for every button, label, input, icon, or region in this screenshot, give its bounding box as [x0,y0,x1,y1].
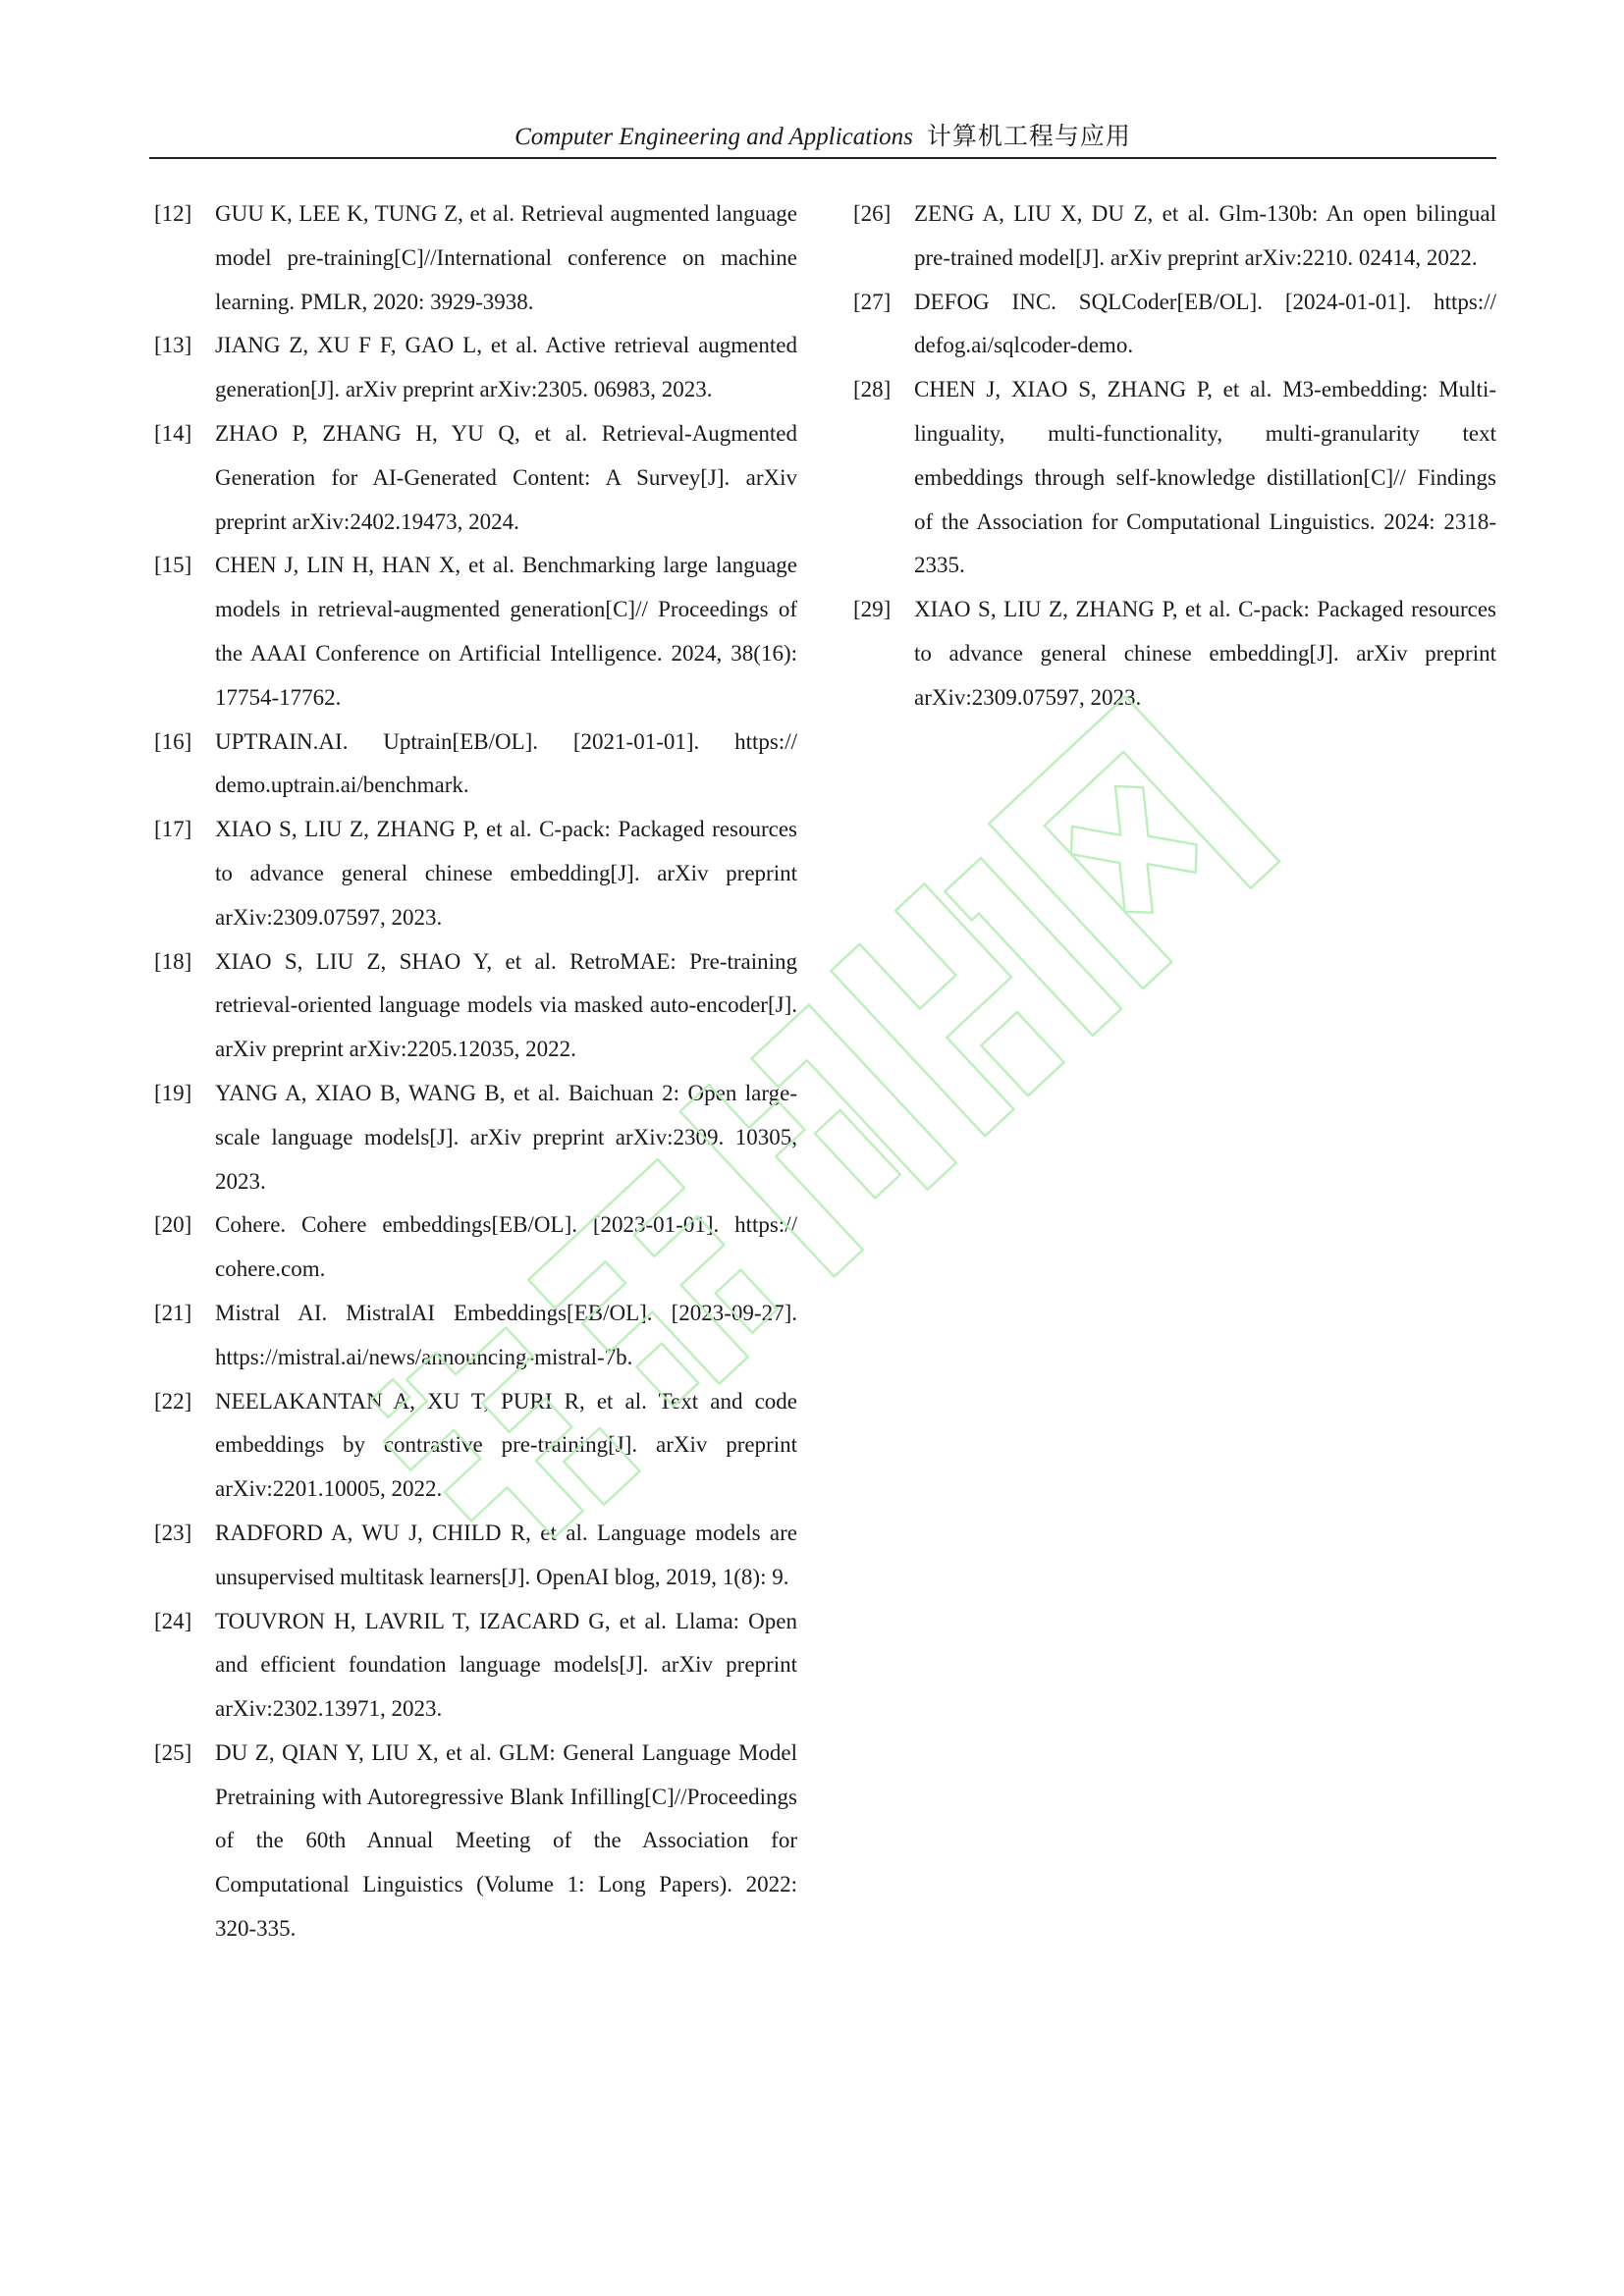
reference-text: JIANG Z, XU F F, GAO L, et al. Active retrieval augmented generation[J]. arXiv preprint arXiv:2305. 06983, 2023. [215,333,797,402]
reference-text: NEELAKANTAN A, XU T, PURI R, et al. Text and code embeddings by contrastive pre-training[J]. arXiv preprint arXiv:2201.10005, 2022. [215,1388,797,1502]
reference-item [853,281,1496,369]
reference-item [154,1203,797,1292]
reference-number: [13] [154,333,192,358]
reference-item [154,192,797,324]
reference-number: [12] [154,201,192,226]
reference-number: [28] [853,377,892,402]
reference-item [853,588,1496,720]
reference-text: UPTRAIN.AI. Uptrain[EB/OL]. [2021-01-01]. https:// demo.uptrain.ai/benchmark. [215,728,797,798]
reference-number: [21] [154,1300,192,1325]
journal-title-en: Computer Engineering and Applications [514,124,913,150]
reference-text: ZENG A, LIU X, DU Z, et al. Glm-130b: An open bilingual pre-trained model[J]. arXiv preprint arXiv:2210. 02414, 2022. [914,201,1496,270]
reference-text: CHEN J, XIAO S, ZHANG P, et al. M3-embedding: Multi-linguality, multi-functionality, multi-granularity text embeddings through self-knowledge distillation[C]// Findings of the Association for Computational Linguistics. 2024: 2318-2335. [914,377,1496,578]
reference-text: CHEN J, LIN H, HAN X, et al. Benchmarking large language models in retrieval-augmented generation[C]// Proceedings of the AAAI Conference on Artificial Intelligence. 2024, 38(16): 17754-17762. [215,553,797,710]
reference-number: [20] [154,1212,192,1238]
reference-item [154,1600,797,1732]
reference-text: DU Z, QIAN Y, LIU X, et al. GLM: General Language Model Pretraining with Autoregressive Blank Infilling[C]//Proceedings of the 60th Annual Meeting of the Association for Computational Linguistics (Volume 1: Long Papers). 2022: 320-335. [215,1739,797,1942]
reference-text: GUU K, LEE K, TUNG Z, et al. Retrieval augmented language model pre-training[C]//International conference on machine learning. PMLR, 2020: 3929-3938. [215,201,797,314]
reference-item [154,1072,797,1203]
reference-number: [17] [154,817,192,842]
reference-text: XIAO S, LIU Z, ZHANG P, et al. C-pack: Packaged resources to advance general chinese embedding[J]. arXiv preprint arXiv:2309.07597, 2023. [215,817,797,930]
reference-item [853,192,1496,281]
reference-number: [23] [154,1520,192,1545]
reference-number: [29] [853,597,892,622]
references-left-column [154,192,797,1951]
reference-item [154,1380,797,1512]
reference-text: YANG A, XIAO B, WANG B, et al. Baichuan 2: Open large-scale language models[J]. arXiv preprint arXiv:2309. 10305, 2023. [215,1080,797,1194]
reference-item [853,368,1496,588]
reference-text: Cohere. Cohere embeddings[EB/OL]. [2023-01-01]. https:// cohere.com. [215,1212,797,1282]
reference-text: RADFORD A, WU J, CHILD R, et al. Language models are unsupervised multitask learners[J]. OpenAI blog, 2019, 1(8): 9. [215,1520,797,1589]
references-right-column [853,192,1496,721]
reference-text: ZHAO P, ZHANG H, YU Q, et al. Retrieval-Augmented Generation for AI-Generated Content: A Survey[J]. arXiv preprint arXiv:2402.19473, 2024. [215,420,797,534]
reference-item [154,940,797,1072]
reference-text: TOUVRON H, LAVRIL T, IZACARD G, et al. Llama: Open and efficient foundation language models[J]. arXiv preprint arXiv:2302.13971, 2023. [215,1608,797,1722]
reference-number: [19] [154,1080,192,1105]
journal-title-cn: 计算机工程与应用 [926,122,1131,150]
reference-text: XIAO S, LIU Z, SHAO Y, et al. RetroMAE: Pre-training retrieval-oriented language models via masked auto-encoder[J]. arXiv preprint arXiv:2205.12035, 2022. [215,948,797,1062]
reference-item [154,324,797,412]
running-header [149,116,1496,157]
reference-number: [14] [154,420,192,446]
reference-number: [26] [853,201,892,226]
reference-item [154,721,797,809]
reference-item [154,412,797,544]
reference-number: [22] [154,1388,192,1414]
reference-number: [24] [154,1608,192,1633]
reference-number: [27] [853,289,892,314]
reference-item [154,1732,797,1951]
reference-item [154,1292,797,1380]
reference-item [154,1512,797,1600]
reference-number: [25] [154,1739,192,1765]
reference-number: [18] [154,948,192,974]
reference-item [154,544,797,720]
reference-number: [15] [154,553,192,578]
reference-text: Mistral AI. MistralAI Embeddings[EB/OL]. [2023-09-27]. https://mistral.ai/news/announcing-mistral-7b. [215,1300,797,1369]
reference-item [154,808,797,939]
reference-text: DEFOG INC. SQLCoder[EB/OL]. [2024-01-01]. https:// defog.ai/sqlcoder-demo. [914,289,1496,358]
header-rule [149,157,1496,159]
reference-number: [16] [154,728,192,754]
reference-text: XIAO S, LIU Z, ZHANG P, et al. C-pack: Packaged resources to advance general chinese embedding[J]. arXiv preprint arXiv:2309.07597, 2023. [914,597,1496,710]
